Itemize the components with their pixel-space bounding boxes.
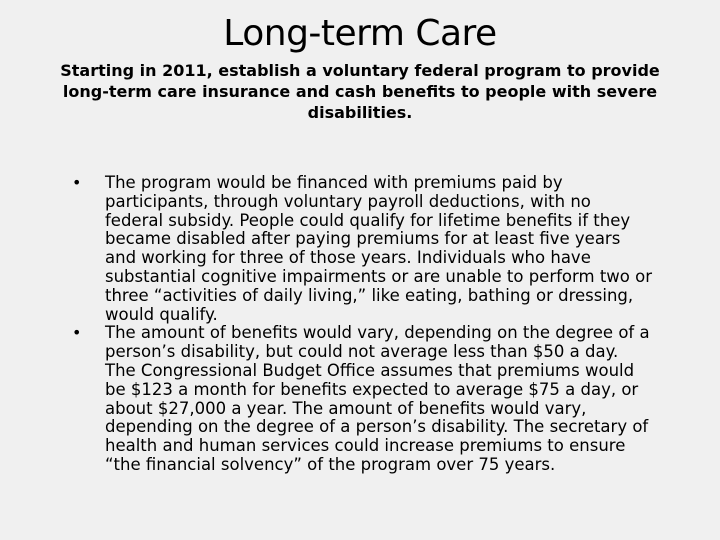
slide-title: Long-term Care bbox=[223, 13, 497, 54]
slide-subtitle: Starting in 2011, establish a voluntary federal program to provide long-term care insurance and cash benefits to people with severe disabilities. bbox=[60, 61, 660, 122]
bullet-item bbox=[72, 174, 652, 324]
bullet-text: The program would be financed with premiums paid by participants, through voluntary payroll deductions, with no federal subsidy. People could qualify for lifetime benefits if they became disabled after paying premiums for at least five years and working for three of those years. Individuals who have substantial cognitive impairments or are unable to perform two or three “activities of daily living,” like eating, bathing or dressing, would qualify. bbox=[105, 173, 653, 324]
bullet-item bbox=[72, 324, 652, 474]
bullet-marker: • bbox=[72, 323, 82, 343]
bullet-text: The amount of benefits would vary, depending on the degree of a person’s disability, but could not average less than $50 a day. The Congressional Budget Office assumes that premiums would be $123 a month for benefits expected to average $75 a day, or about $27,000 a year. The amount of benefits would vary, depending on the degree of a person’s disability. The secretary of health and human services could increase premiums to ensure “the financial solvency” of the program over 75 years. bbox=[105, 323, 650, 474]
bullet-marker: • bbox=[72, 173, 82, 192]
bullet-list bbox=[72, 174, 652, 475]
